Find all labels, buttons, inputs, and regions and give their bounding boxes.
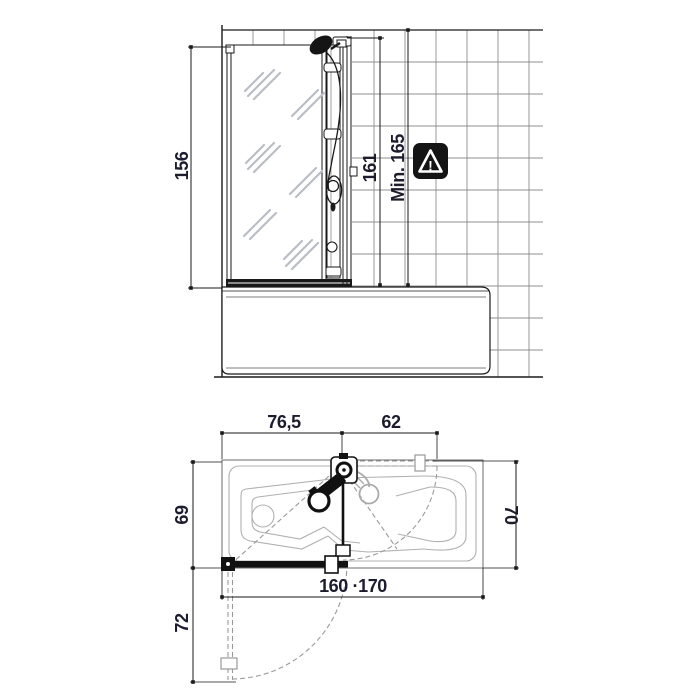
hinge-detail [226, 45, 234, 53]
glass-hatching [244, 70, 324, 269]
fixed-panel-handle [325, 556, 338, 573]
plan-view [172, 412, 521, 684]
wall-profile [343, 36, 357, 287]
door-handle [336, 545, 350, 556]
elevation-view [172, 25, 543, 377]
dim-door-clearance: 72 [172, 613, 192, 633]
plan-top-dimensions [220, 431, 439, 461]
dim-screen-height: 156 [172, 151, 192, 181]
dim-depth-left: 69 [172, 505, 192, 525]
hand-shower-plan [309, 491, 329, 511]
dim-column-height: 161 [360, 153, 380, 183]
bathtub-elevation [222, 287, 490, 374]
panel-handle-ghost [221, 658, 237, 669]
dim-door-width: 62 [381, 412, 401, 432]
dim-length-range: 160 ·170 [319, 576, 387, 596]
warning-triangle-icon [413, 143, 448, 179]
door-handle-ghost [415, 455, 425, 471]
dim-min-ceiling-height: Min. 165 [388, 134, 408, 202]
dim-depth-right: 70 [501, 505, 521, 525]
dim-fixed-panel-width: 76,5 [267, 412, 301, 432]
warning-exclamation: ! [428, 157, 433, 174]
